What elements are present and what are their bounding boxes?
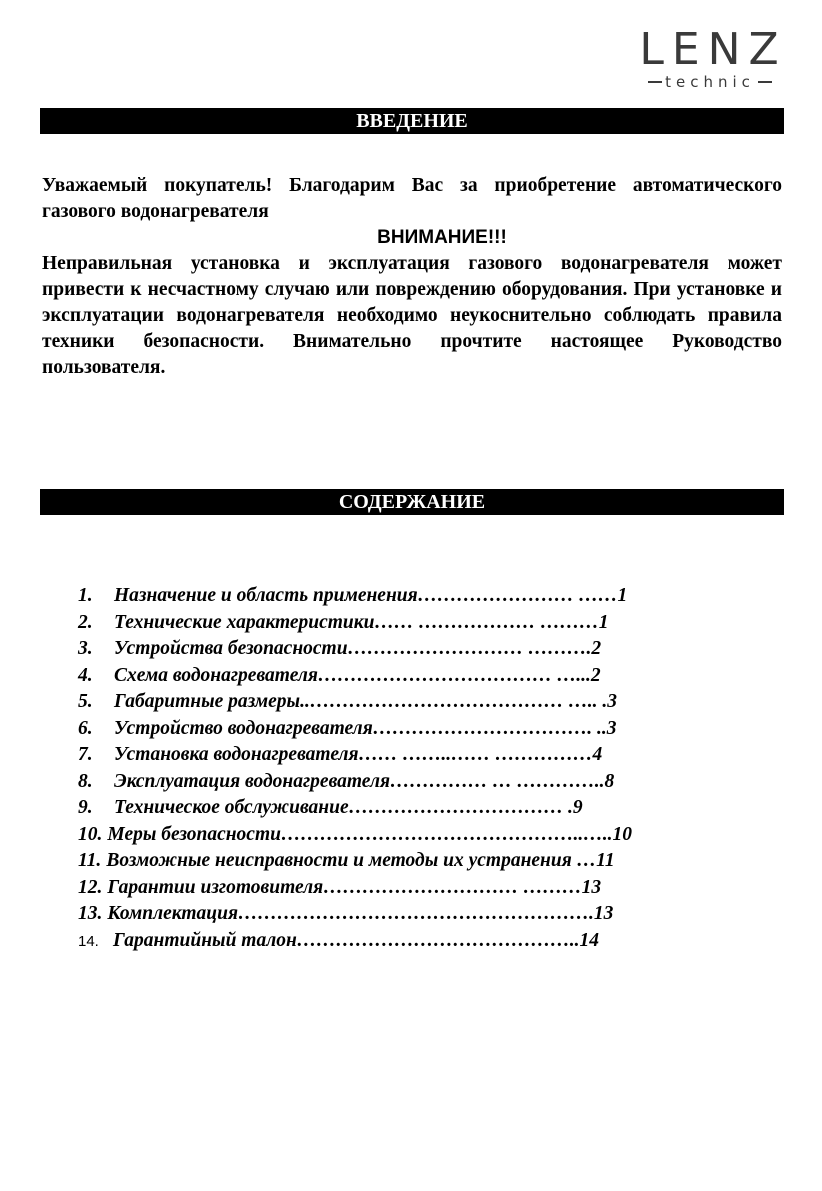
toc-item xyxy=(78,769,738,796)
toc-item-text: Возможные неисправности и методы их устранения …11 xyxy=(106,850,615,871)
toc-item xyxy=(78,742,738,769)
toc-item xyxy=(78,795,738,822)
toc-item-text: Комплектация……………………………………………….13 xyxy=(107,903,614,924)
intro-section xyxy=(42,173,782,381)
toc-item-number: 1. xyxy=(78,585,93,606)
intro-greeting: Уважаемый покупатель! Благодарим Вас за приобретение автоматического газового водонагревателя xyxy=(42,175,782,222)
toc-item-text: Устройство водонагревателя……………………………. ..3 xyxy=(114,717,617,739)
toc-item xyxy=(78,636,738,663)
table-of-contents xyxy=(78,583,738,955)
intro-warning: Неправильная установка и эксплуатация газового водонагревателя может привести к несчастному случаю или повреждению оборудования. При установке и эксплуатации водонагревателя необходимо неукоснительно соблюдать правила техники безопасности. Внимательно прочтите настоящее Руководство пользователя. xyxy=(42,253,782,378)
toc-item-text: Гарантийный талон……………………………………..14 xyxy=(113,929,600,951)
toc-item xyxy=(78,901,738,928)
intro-heading: ВВЕДЕНИЕ xyxy=(40,108,784,134)
toc-item-text: Устройства безопасности……………………… ……….2 xyxy=(114,638,602,659)
toc-item-number: 14. xyxy=(78,932,99,950)
toc-item-number: 8. xyxy=(78,770,93,792)
toc-item-number: 6. xyxy=(78,717,93,739)
toc-item-number: 7. xyxy=(78,744,93,765)
toc-item-text: Установка водонагревателя…… ……..…… ……………4 xyxy=(114,744,603,765)
toc-item-number: 10. xyxy=(78,823,103,845)
logo-wordmark: LENZ xyxy=(639,24,787,75)
toc-item xyxy=(78,928,738,956)
brand-logo xyxy=(630,24,790,91)
toc-item-number: 3. xyxy=(78,638,93,659)
toc-item xyxy=(78,716,738,743)
toc-item-number: 13. xyxy=(78,903,103,924)
toc-item xyxy=(78,689,738,716)
toc-item-number: 5. xyxy=(78,691,93,712)
toc-item xyxy=(78,875,738,902)
toc-item xyxy=(78,583,738,610)
toc-item-text: Меры безопасности………………………………………..…..10 xyxy=(107,823,632,845)
toc-item-text: Эксплуатация водонагревателя…………… … …………..8 xyxy=(114,770,615,792)
logo-subtitle xyxy=(630,74,790,90)
toc-item-text: Технические характеристики…… ……………… ………1 xyxy=(114,611,609,633)
toc-item xyxy=(78,663,738,690)
toc-item xyxy=(78,822,738,849)
toc-item-text: Гарантии изготовителя………………………… ………13 xyxy=(107,876,602,898)
toc-item-text: Габаритные размеры..………………………………… ….. .3 xyxy=(114,691,617,712)
toc-item xyxy=(78,848,738,875)
toc-heading: СОДЕРЖАНИЕ xyxy=(40,489,784,515)
toc-item-text: Техническое обслуживание…………………………… .9 xyxy=(114,797,583,818)
toc-item-number: 12. xyxy=(78,876,103,898)
attention-heading: ВНИМАНИЕ!!! xyxy=(377,227,507,248)
toc-item-number: 4. xyxy=(78,664,93,686)
toc-item-number: 9. xyxy=(78,797,93,818)
toc-item-number: 11. xyxy=(78,850,102,871)
logo-dash-left xyxy=(648,81,662,83)
toc-item xyxy=(78,610,738,637)
toc-item-text: Назначение и область применения…………………… ……1 xyxy=(114,585,628,606)
logo-subtitle-text: technic xyxy=(665,73,755,91)
toc-item-number: 2. xyxy=(78,611,93,633)
logo-dash-right xyxy=(758,81,772,83)
toc-item-text: Схема водонагревателя……………………………… …...2 xyxy=(114,664,601,686)
